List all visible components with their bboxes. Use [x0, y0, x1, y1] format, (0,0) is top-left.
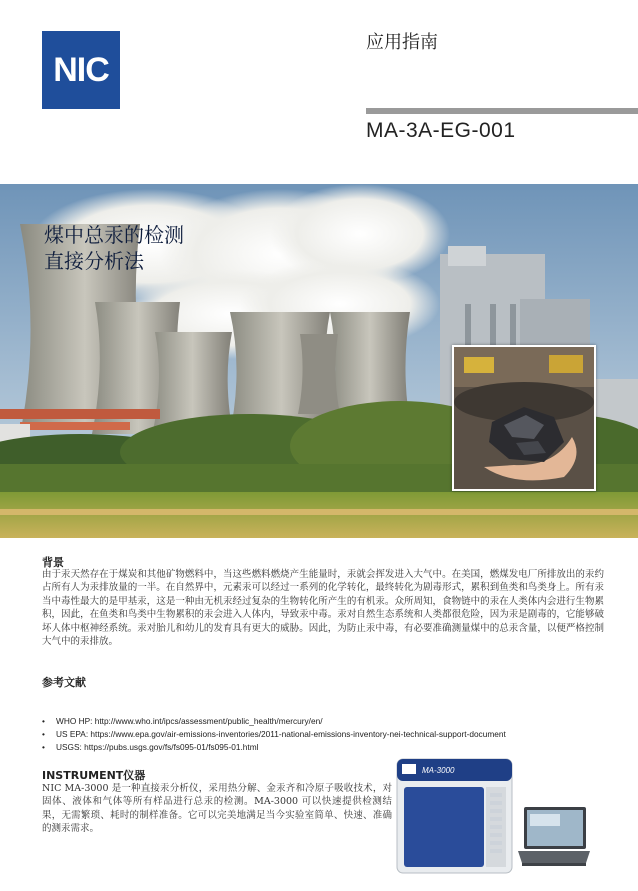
- reference-item: • USGS: https://pubs.usgs.gov/fs/fs095-01/fs095-01.html: [42, 742, 259, 752]
- document-type: 应用指南: [366, 32, 438, 53]
- document-number: MA-3A-EG-001: [366, 119, 516, 142]
- reference-item: • US EPA: https://www.epa.gov/air-emissions-inventories/2011-national-emissions-inventory-nei-technical-support-document: [42, 729, 506, 739]
- hero-title: [44, 222, 184, 274]
- hero-title-line-1: 煤中总汞的检测: [44, 223, 184, 247]
- hero-title-line-2: 直接分析法: [44, 249, 144, 273]
- background-heading: 背景: [42, 556, 64, 569]
- header-rule: [366, 108, 638, 114]
- logo-text: NIC: [53, 50, 109, 89]
- reference-list: [42, 715, 602, 754]
- reference-link-usgs[interactable]: USGS: https://pubs.usgs.gov/fs/fs095-01/fs095-01.html: [56, 742, 259, 752]
- instrument-photo: [392, 757, 592, 877]
- background-paragraph: 由于汞天然存在于煤炭和其他矿物燃料中，当这些燃料燃烧产生能量时，汞就会挥发进入大气中。在美国，燃煤发电厂所排放出的汞约占所有人为汞排放量的一半。在自然界中，元素汞可以经过一系列的化学转化，最终转化为剧毒形式，累积到鱼类和鸟类身上。所有汞当中毒性最大的是甲基汞，这是一种由无机汞经过复杂的生物转化所产生的有机汞。众所周知，食物链中的汞在人类体内会进行生物累积，因此，在鱼类和鸟类中生物累积的汞会进入人体内，导致汞中毒。汞对自然生态系统和人类都很危险，因为汞是剧毒的，它能够破坏人体中枢神经系统。汞对胎儿和幼儿的发育具有更大的威胁。因此，为防止汞中毒，有必要准确测量煤中的总汞含量，以便严格控制大气中的汞排放。: [42, 569, 604, 648]
- coal-in-hand-illustration: [454, 347, 594, 489]
- instrument-paragraph: NIC MA-3000 是一种直接汞分析仪，采用热分解、金汞齐和冷原子吸收技术，对固体、液体和气体等所有样品进行总汞的检测。MA-3000 可以快速提供检测结果，无需繁琐、耗时的制样准备。它可以完美地满足当今实验室简单、快速、准确的测汞需求。: [42, 783, 392, 835]
- reference-link-epa[interactable]: US EPA: https://www.epa.gov/air-emissions-inventories/2011-national-emissions-inventory-nei-technical-support-document: [56, 729, 506, 739]
- device-label: MA-3000: [422, 766, 455, 775]
- analyzer-and-laptop-illustration: [392, 757, 592, 877]
- coal-photo: [452, 345, 596, 491]
- nic-logo: [42, 31, 120, 109]
- instrument-heading: INSTRUMENT仪器: [42, 769, 146, 782]
- reference-item: • WHO HP: http://www.who.int/ipcs/assessment/public_health/mercury/en/: [42, 716, 323, 726]
- references-heading: 参考文献: [42, 676, 86, 689]
- reference-link-who[interactable]: WHO HP: http://www.who.int/ipcs/assessment/public_health/mercury/en/: [56, 716, 323, 726]
